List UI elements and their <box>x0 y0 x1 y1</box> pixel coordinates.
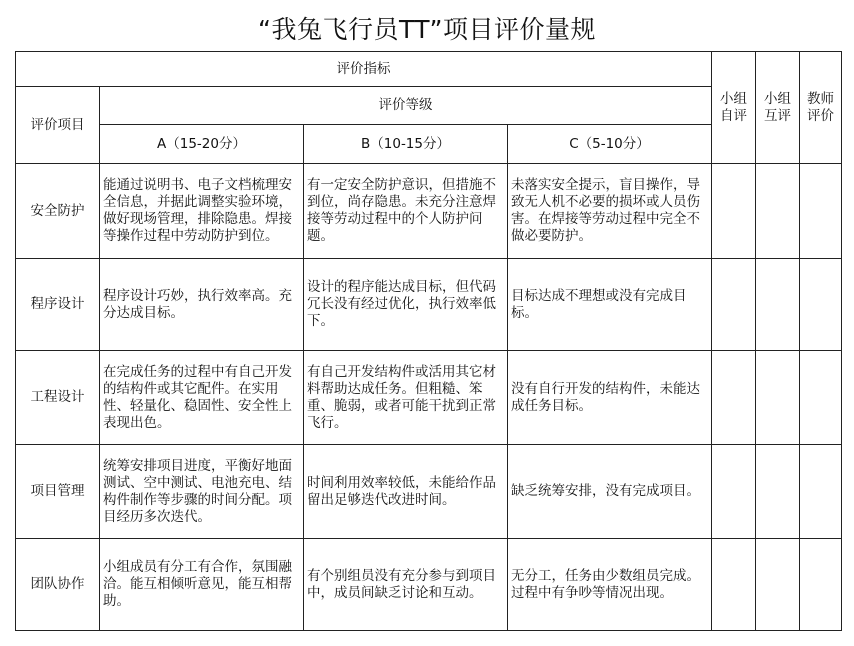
self-eval-cell[interactable] <box>712 351 756 445</box>
row-level-c-text: 无分工，任务由少数组员完成。过程中有争吵等情况出现。 <box>508 539 712 631</box>
row-item-label: 工程设计 <box>16 351 100 445</box>
row-item-label: 团队协作 <box>16 539 100 631</box>
level-a-header: A（15-20分） <box>100 125 304 164</box>
self-eval-cell[interactable] <box>712 445 756 539</box>
table-row <box>16 351 842 445</box>
level-c-header: C（5-10分） <box>508 125 712 164</box>
row-level-a-text: 能通过说明书、电子文档梳理安全信息，并据此调整实验环境，做好现场管理，排除隐患。焊接等操作过程中劳动防护到位。 <box>100 164 304 259</box>
self-eval-cell[interactable] <box>712 259 756 351</box>
row-level-a-text: 在完成任务的过程中有自己开发的结构件或其它配件。在实用性、轻量化、稳固性、安全性上表现出色。 <box>100 351 304 445</box>
teacher-eval-header: 教师 评价 <box>800 52 842 164</box>
teacher-eval-cell[interactable] <box>800 539 842 631</box>
teacher-eval-cell[interactable] <box>800 445 842 539</box>
level-b-header: B（10-15分） <box>304 125 508 164</box>
row-level-a-text: 程序设计巧妙，执行效率高。充分达成目标。 <box>100 259 304 351</box>
peer-eval-cell[interactable] <box>756 445 800 539</box>
table-row <box>16 164 842 259</box>
row-level-b-text: 有个别组员没有充分参与到项目中，成员间缺乏讨论和互动。 <box>304 539 508 631</box>
peer-eval-cell[interactable] <box>756 259 800 351</box>
teacher-eval-cell[interactable] <box>800 259 842 351</box>
row-level-c-text: 目标达成不理想或没有完成目标。 <box>508 259 712 351</box>
row-level-c-text: 没有自行开发的结构件，未能达成任务目标。 <box>508 351 712 445</box>
table-row <box>16 539 842 631</box>
row-level-a-text: 小组成员有分工有合作，氛围融洽。能互相倾听意见，能互相帮助。 <box>100 539 304 631</box>
peer-eval-cell[interactable] <box>756 539 800 631</box>
rubric-table <box>15 51 842 631</box>
row-item-label: 项目管理 <box>16 445 100 539</box>
row-item-label: 程序设计 <box>16 259 100 351</box>
grade-header: 评价等级 <box>100 87 712 125</box>
row-level-b-text: 有自己开发结构件或活用其它材料帮助达成任务。但粗糙、笨重、脆弱，或者可能干扰到正常飞行。 <box>304 351 508 445</box>
teacher-eval-cell[interactable] <box>800 164 842 259</box>
self-eval-header: 小组 自评 <box>712 52 756 164</box>
indicator-header: 评价指标 <box>16 52 712 87</box>
peer-eval-cell[interactable] <box>756 351 800 445</box>
row-level-b-text: 时间利用效率较低，未能给作品留出足够迭代改进时间。 <box>304 445 508 539</box>
row-level-c-text: 未落实安全提示，盲目操作，导致无人机不必要的损坏或人员伤害。在焊接等劳动过程中完全不做必要防护。 <box>508 164 712 259</box>
self-eval-cell[interactable] <box>712 164 756 259</box>
peer-eval-cell[interactable] <box>756 164 800 259</box>
row-level-c-text: 缺乏统筹安排，没有完成项目。 <box>508 445 712 539</box>
row-level-a-text: 统筹安排项目进度，平衡好地面测试、空中测试、电池充电、结构件制作等步骤的时间分配。项目经历多次迭代。 <box>100 445 304 539</box>
row-level-b-text: 有一定安全防护意识，但措施不到位，尚存隐患。未充分注意焊接等劳动过程中的个人防护问题。 <box>304 164 508 259</box>
item-column-header: 评价项目 <box>16 87 100 164</box>
page-title: “我兔飞行员TT”项目评价量规 <box>258 15 596 44</box>
row-level-b-text: 设计的程序能达成目标，但代码冗长没有经过优化，执行效率低下。 <box>304 259 508 351</box>
teacher-eval-cell[interactable] <box>800 351 842 445</box>
peer-eval-header: 小组 互评 <box>756 52 800 164</box>
row-item-label: 安全防护 <box>16 164 100 259</box>
table-row <box>16 445 842 539</box>
table-row <box>16 259 842 351</box>
self-eval-cell[interactable] <box>712 539 756 631</box>
